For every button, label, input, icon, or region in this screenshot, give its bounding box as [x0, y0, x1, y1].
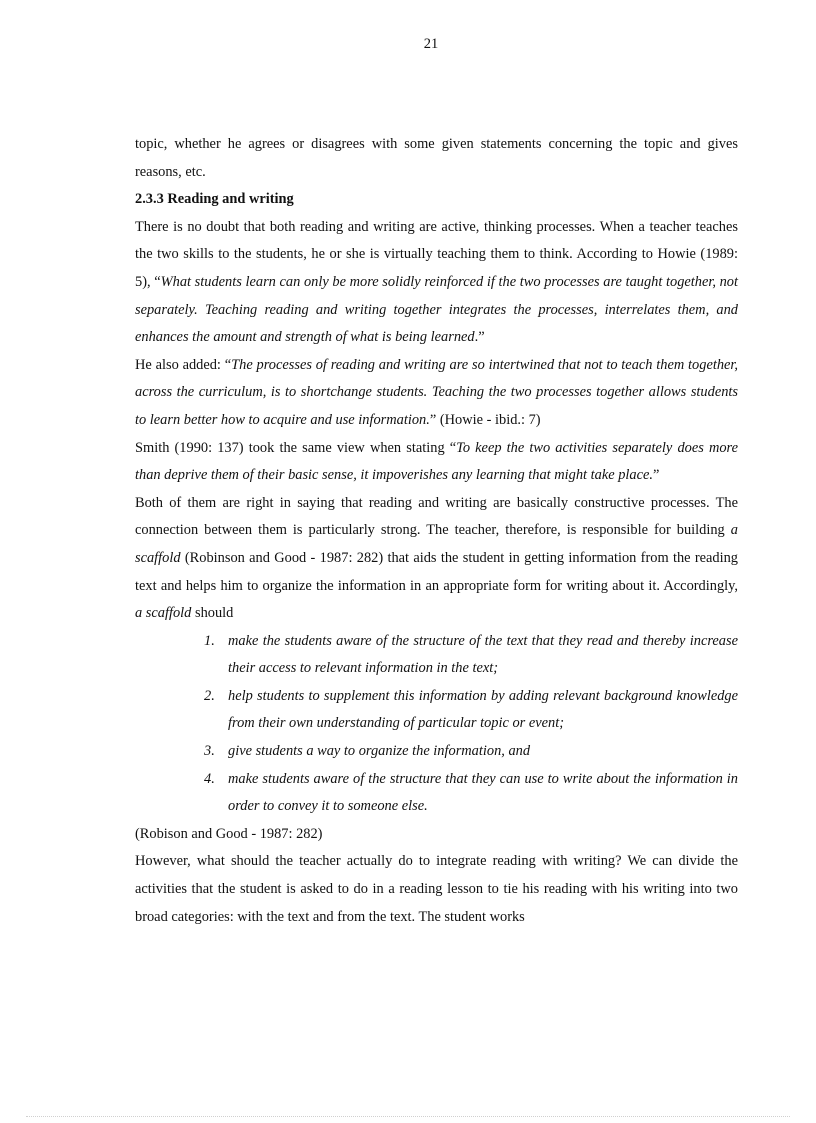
paragraph-text: There is no doubt that both reading and writing are active, thinking processes. When a teacher teaches the two skills to the students, he or she is virtually teaching them to think. According to Howie (1989: 5), “	[135, 218, 738, 290]
paragraph-continuation: topic, whether he agrees or disagrees with some given statements concerning the topic and gives reasons, etc.	[135, 136, 738, 180]
paragraph-text: He also added: “	[135, 356, 232, 373]
paragraph-howie-added	[135, 352, 738, 435]
term-scaffold: a scaffold	[135, 522, 738, 566]
list-item-number: 3.	[204, 743, 215, 760]
list-item-text: give students a way to organize the information, and	[228, 743, 531, 760]
quote-close: .”	[474, 329, 485, 346]
paragraph-text: should	[191, 605, 234, 622]
quote-howie: What students learn can only be more solidly reinforced if the two processes are taught together, not separately. Teaching reading and writing together integrates the processes, interrelates them, and enhances the amount and strength of what is being learned	[135, 273, 738, 346]
list-item	[135, 738, 738, 766]
quote-smith: To keep the two activities separately does more than deprive them of their basic sense, it impoverishes any learning that might take place.	[135, 439, 738, 484]
list-item	[135, 766, 738, 821]
page-number: 21	[423, 36, 439, 52]
citation-howie-ibid: (Howie - ibid.: 7)	[439, 411, 541, 428]
paragraph-text: Both of them are right in saying that reading and writing are basically constructive processes. The connection between them is particularly strong. The teacher, therefore, is responsible for building	[135, 494, 738, 539]
section-heading: 2.3.3 Reading and writing	[135, 191, 294, 208]
document-body	[135, 131, 738, 931]
paragraph-smith-quote	[135, 435, 738, 490]
citation-robison-good: (Robison and Good - 1987: 282)	[135, 825, 323, 842]
paragraph-howie-quote	[135, 214, 738, 352]
list-item-text: make the students aware of the structure of the text that they read and thereby increase their access to relevant information in the text;	[228, 632, 738, 677]
page-bottom-rule	[26, 1116, 790, 1117]
scaffold-list	[135, 628, 738, 821]
list-item-text: help students to supplement this information by adding relevant background knowledge from their own understanding of particular topic or event;	[228, 687, 738, 732]
list-item-number: 2.	[204, 687, 215, 704]
list-item-text: make students aware of the structure that they can use to write about the information in order to convey it to someone else.	[228, 770, 738, 815]
list-item-number: 4.	[204, 770, 215, 787]
paragraph-text: (Robinson and Good - 1987: 282) that aids the student in getting information from the reading text and helps him to organize the information in an appropriate form for writing about it. Accordingly,	[135, 549, 738, 594]
paragraph-text: Smith (1990: 137) took the same view when stating “	[135, 439, 457, 456]
quote-howie-added: The processes of reading and writing are so intertwined that not to teach them together, across the curriculum, is to shortchange students. Teaching the two processes together allows students to learn better how to acquire and use information.	[135, 356, 739, 428]
list-item-number: 1.	[204, 632, 215, 649]
quote-close: ”	[652, 467, 660, 484]
list-item	[135, 683, 738, 738]
paragraph-scaffold	[135, 490, 738, 628]
paragraph-integration: However, what should the teacher actually do to integrate reading with writing? We can divide the activities that the student is asked to do in a reading lesson to tie his reading with his writing into two broad categories: with the text and from the text. The student works	[135, 853, 738, 925]
list-item	[135, 628, 738, 683]
term-scaffold: a scaffold	[135, 605, 192, 622]
quote-close: ”	[429, 411, 437, 428]
